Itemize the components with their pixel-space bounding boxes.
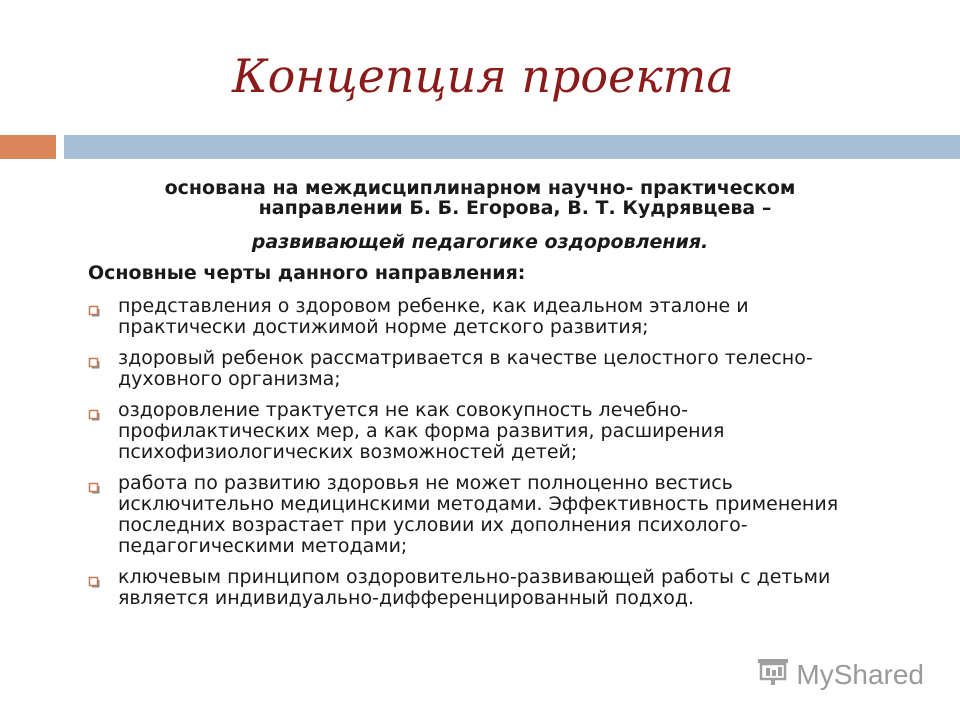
slide-title: Концепция проекта	[232, 49, 734, 103]
watermark	[756, 657, 924, 693]
square-bullet-icon	[88, 478, 100, 490]
square-bullet-icon	[88, 301, 100, 313]
features-heading: Основные черты данного направления:	[88, 262, 526, 284]
accent-bar-left	[0, 135, 56, 159]
list-item-text: работа по развитию здоровья не может полноценно вестись исключительно медицинскими методами. Эффективность применения последних возрастает при условии их дополнения психолого-педагогическими методами;	[118, 472, 839, 557]
square-bullet-icon	[88, 405, 100, 417]
features-list	[84, 296, 854, 619]
list-item-text: представления о здоровом ребенке, как идеальном эталоне и практически достижимой норме детского развития;	[118, 295, 749, 338]
intro-line-2: направлении Б. Б. Егорова, В. Т. Кудрявцева –	[258, 197, 772, 219]
square-bullet-icon	[88, 572, 100, 584]
square-bullet-icon	[88, 353, 100, 365]
list-item	[84, 348, 854, 390]
emphasis-text: развивающей педагогике оздоровления.	[251, 231, 709, 253]
list-item	[84, 567, 854, 609]
list-item-text: здоровый ребенок рассматривается в качестве целостного телесно-духовного организма;	[118, 347, 813, 390]
intro-line-1: основана на междисциплинарном научно- практическом	[164, 177, 796, 199]
watermark-text: MyShared	[796, 659, 924, 690]
list-item	[84, 400, 854, 463]
presentation-board-icon	[756, 657, 796, 694]
accent-bar-right	[64, 135, 960, 159]
list-item	[84, 296, 854, 338]
intro-text	[80, 178, 880, 218]
list-item	[84, 473, 854, 557]
list-item-text: ключевым принципом оздоровительно-развивающей работы с детьми является индивидуально-дифференцированный подход.	[118, 566, 831, 609]
list-item-text: оздоровление трактуется не как совокупность лечебно-профилактических мер, а как форма развития, расширения психофизиологических возможностей детей;	[118, 399, 725, 463]
